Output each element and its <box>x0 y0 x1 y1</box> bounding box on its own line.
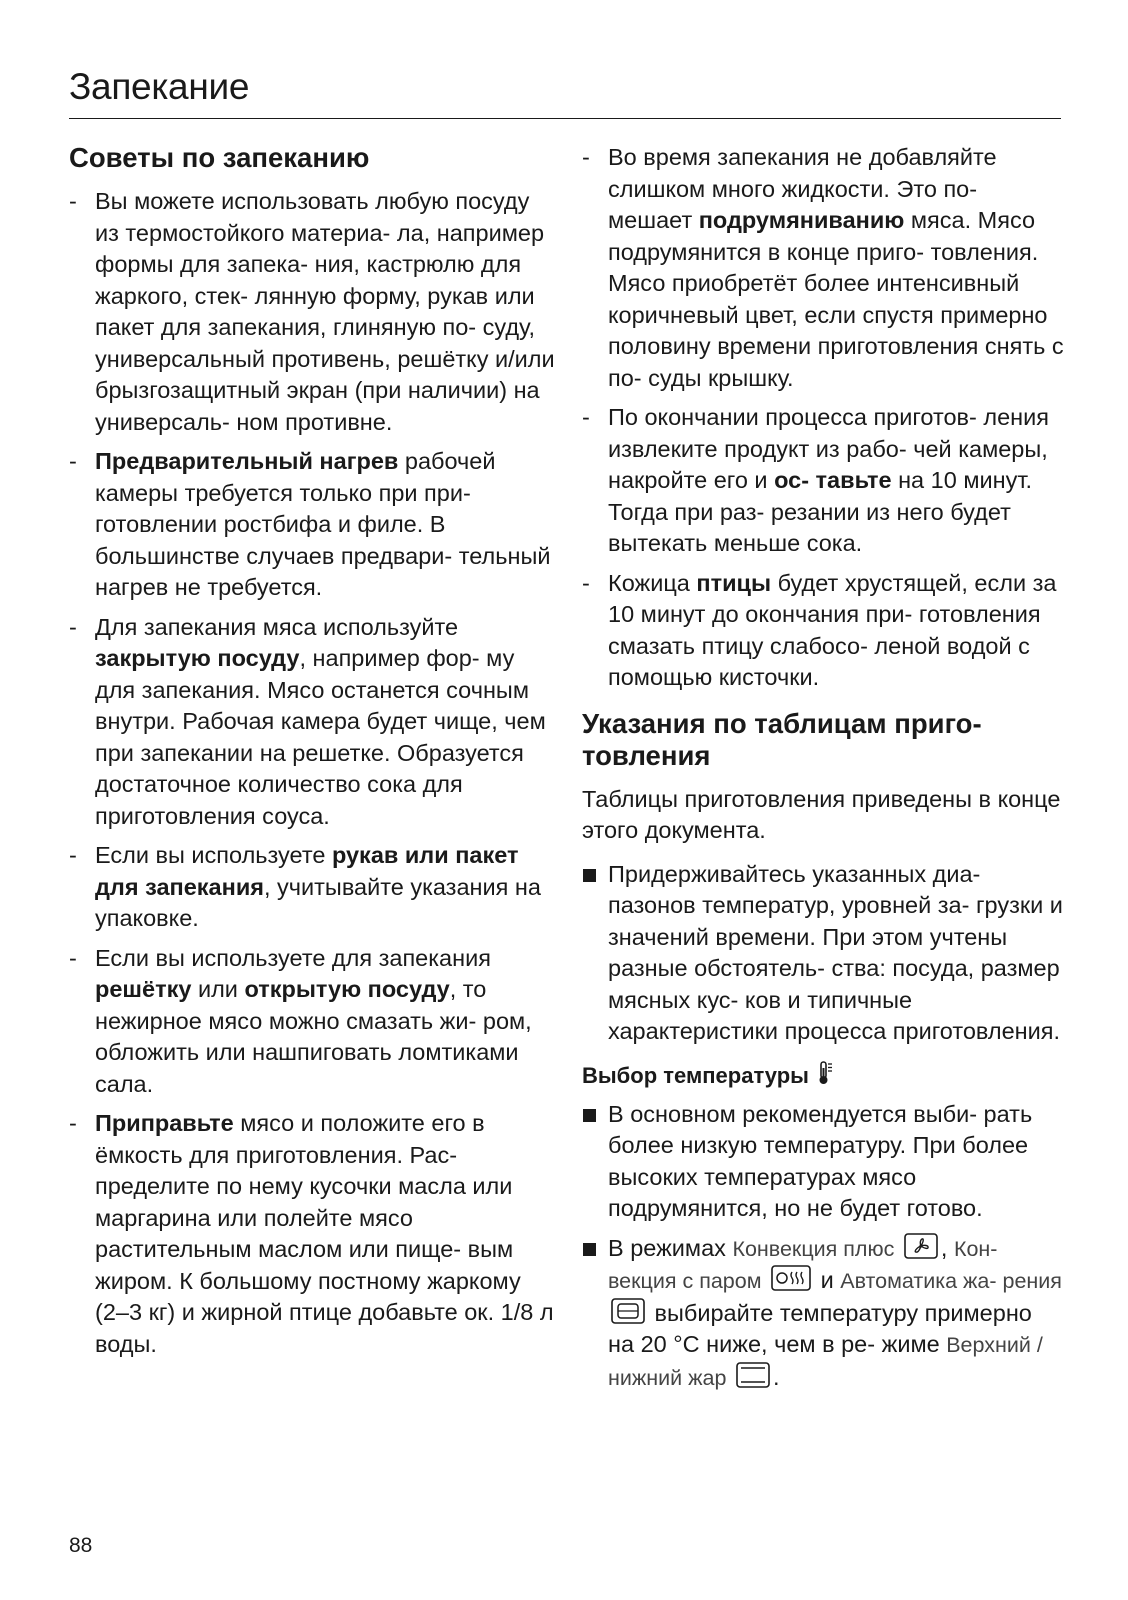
fan-icon <box>904 1233 938 1259</box>
item-emphasis: ос- тавьте <box>774 467 892 493</box>
item-text-pre: По окончании процесса приготов- ления извлеките продукт из рабо- чей камеры, накройте его и <box>608 404 1050 493</box>
dash-marker: - <box>69 944 77 971</box>
item-text-pre: Если вы используете для запекания <box>95 944 491 971</box>
square-bullet-icon <box>583 1243 596 1256</box>
tips-list-continued <box>582 142 1064 694</box>
list-item <box>69 943 559 1101</box>
tables-intro: Таблицы приготовления приведены в конце этого документа. <box>582 785 1061 843</box>
item-emphasis: рукав или пакет для запекания <box>95 842 519 900</box>
mode-label-convection-steam: Кон- векция с паром <box>608 1236 998 1293</box>
mode-label-auto-roast: Автоматика жа- рения <box>840 1269 1062 1293</box>
list-item <box>582 568 1064 694</box>
auto-roast-icon <box>611 1298 645 1324</box>
section-heading-tables: Указания по таблицам приго- товления <box>582 707 982 771</box>
section-heading-tips: Советы по запеканию <box>69 142 370 173</box>
item-text-mid: или <box>191 976 245 1002</box>
item-emphasis: решётку <box>95 976 192 1002</box>
list-item <box>69 612 559 833</box>
item-emphasis: птицы <box>696 569 772 596</box>
item-text-pre: Кожица <box>608 569 697 596</box>
item-text: будет хрустящей, если за 10 минут до окончания при- готовления смазать птицу слабосо- леной водой с помощью кисточки. <box>608 569 1057 690</box>
note-item <box>582 1233 1064 1395</box>
item-text: Вы можете использовать любую посуду из термостойкого материа- ла, например формы для запека- ния, кастрюлю для жаркого, стек- лянную форму, рукав или пакет для запекания, глиняную по- суду, универсальный противень, решётку и/или брызгозащитный экран (при наличии) на универсаль- ном противне. <box>95 188 555 435</box>
item-emphasis: открытую посуду <box>244 976 450 1002</box>
mode-label-top-bottom-heat: Верхний / нижний жар <box>608 1333 1043 1390</box>
note-item <box>582 859 1064 1048</box>
modes-and: и <box>814 1267 841 1293</box>
thermometer-icon <box>818 1060 834 1086</box>
list-item <box>69 1108 559 1360</box>
note-text: Придерживайтесь указанных диа- пазонов температур, уровней за- грузки и значений времени. При этом учтены разные обстоятель- ства: посуда, размер мясных кус- ков и типичные характеристики процесса приготовления. <box>608 860 1063 1044</box>
list-item <box>582 402 1064 560</box>
item-text: мясо и положите его в ёмкость для приготовления. Рас- пределите по нему кусочки масла или маргарина или полейте мясо растительным маслом или пище- вым жиром. К большому постному жаркому (2–3 кг) и жирной птице добавьте ок. 1/8 л воды. <box>95 1110 554 1357</box>
tips-list <box>69 186 559 1360</box>
subheading-temperature <box>582 1060 1064 1091</box>
temperature-notes <box>582 1099 1064 1395</box>
item-text: , то нежирное мясо можно смазать жи- ром, обложить или нашпиговать ломтиками сала. <box>95 976 532 1097</box>
dash-marker: - <box>582 404 590 430</box>
item-emphasis: подрумяниванию <box>698 207 905 233</box>
steam-icon <box>771 1265 811 1291</box>
tables-notes <box>582 859 1064 1048</box>
item-text-pre: Во время запекания не добавляйте слишком много жидкости. Это по- мешает <box>608 144 997 233</box>
note-text: В основном рекомендуется выби- рать более низкую температуру. При более высоких температурах мясо подрумянится, но не будет готово. <box>608 1100 1033 1221</box>
dash-marker: - <box>69 188 77 214</box>
dash-marker: - <box>69 448 77 474</box>
dash-marker: - <box>582 144 590 170</box>
item-text: , учитывайте указания на упаковке. <box>95 873 541 931</box>
list-item <box>582 142 1064 394</box>
modes-separator: , <box>940 1234 954 1261</box>
item-text: на 10 минут. Тогда при раз- резании из него будет вытекать меньше сока. <box>608 467 1033 556</box>
dash-marker: - <box>69 613 77 640</box>
subheading-text: Выбор температуры <box>582 1062 809 1088</box>
left-column <box>69 142 559 1368</box>
list-item <box>69 446 559 604</box>
square-bullet-icon <box>583 869 596 882</box>
item-text: мяса. Мясо подрумянится в конце приго- товления. Мясо приобретёт более интенсивный коричневый цвет, если спустя примерно половину времени приготовления снять с по- суды крышку. <box>608 207 1064 391</box>
dash-marker: - <box>582 569 590 596</box>
item-emphasis: Предварительный нагрев <box>95 448 399 474</box>
item-emphasis: Приправьте <box>95 1110 234 1136</box>
item-emphasis: закрытую посуду <box>95 645 300 671</box>
top-bottom-heat-icon <box>736 1362 770 1388</box>
mode-label-convection-plus: Конвекция плюс <box>732 1236 895 1261</box>
square-bullet-icon <box>583 1109 596 1122</box>
modes-text-mid: выбирайте температуру примерно на 20 °C ниже, чем в ре- жиме <box>608 1299 1032 1357</box>
item-text: рабочей камеры требуется только при при- готовлении ростбифа и филе. В большинстве случаев предвари- тельный нагрев не требуется. <box>95 448 551 600</box>
page-number: 88 <box>69 1534 93 1557</box>
page-title: Запекание <box>69 66 250 107</box>
item-text: , например фор- му для запекания. Мясо останется сочным внутри. Рабочая камера будет чище, чем при запекании на решетке. Образуется достаточное количество сока для приготовления соуса. <box>95 645 546 829</box>
dash-marker: - <box>69 1110 77 1136</box>
modes-text-pre: В режимах <box>608 1234 733 1261</box>
list-item <box>69 840 559 935</box>
list-item <box>69 186 559 438</box>
modes-text-end: . <box>772 1363 780 1390</box>
right-column <box>582 142 1064 1402</box>
item-text-pre: Для запекания мяса используйте <box>95 613 459 640</box>
dash-marker: - <box>69 842 77 868</box>
note-item <box>582 1099 1064 1225</box>
item-text-pre: Если вы используете <box>95 842 332 868</box>
title-divider <box>69 118 1061 119</box>
